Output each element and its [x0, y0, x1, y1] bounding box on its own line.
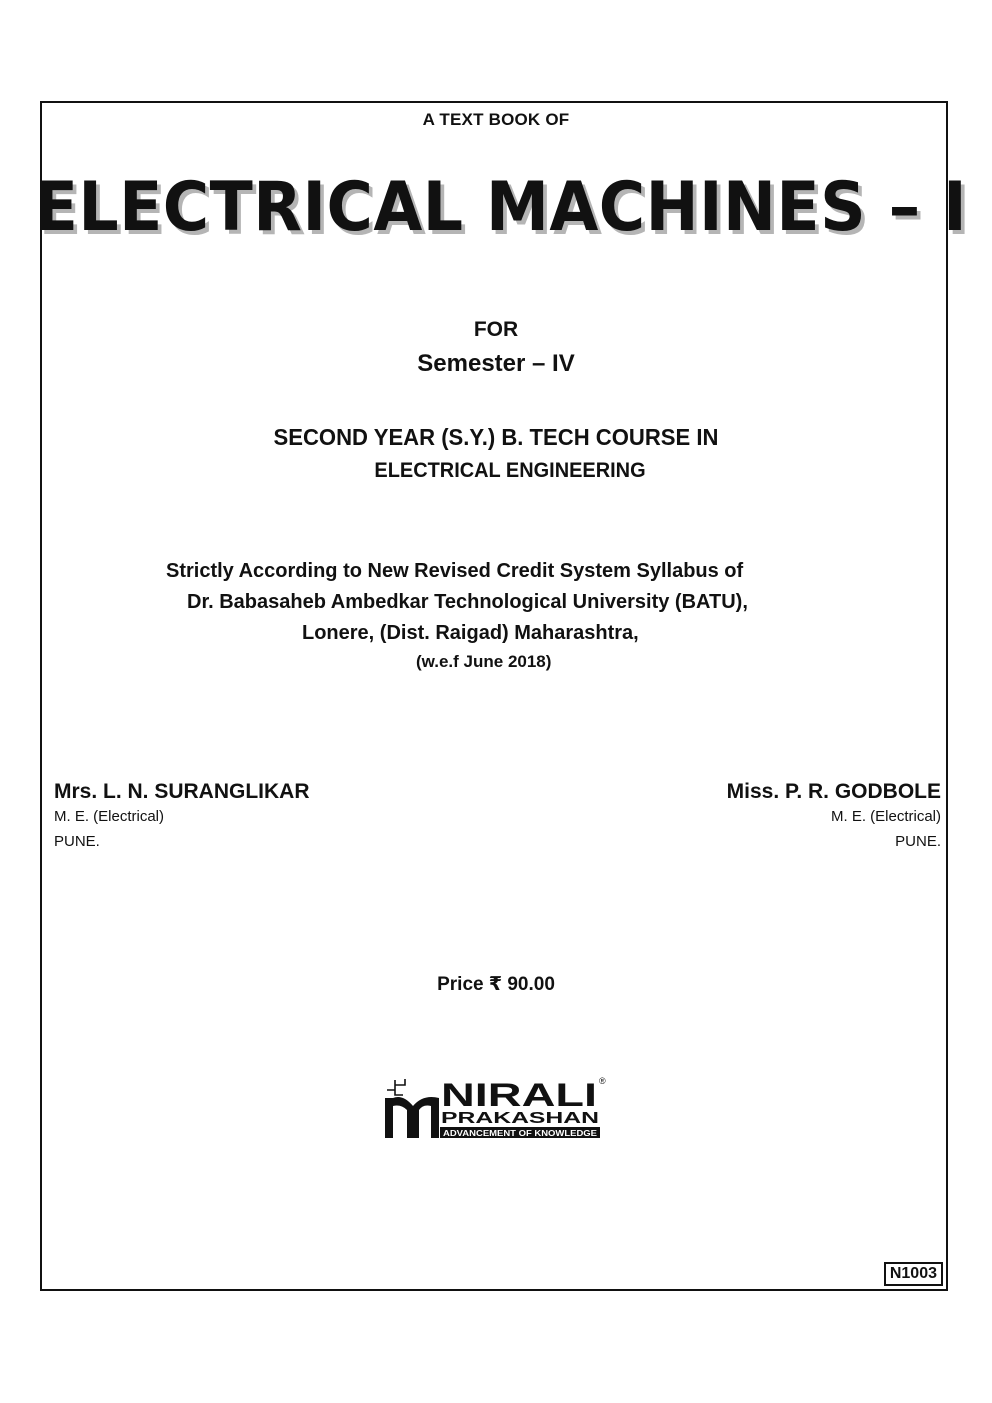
author-2-qualification: M. E. (Electrical): [830, 808, 941, 825]
book-title: ELECTRICAL MACHINES – I: [34, 168, 968, 247]
course-line-2: ELECTRICAL ENGINEERING: [374, 459, 646, 482]
publisher-tagline: ADVANCEMENT OF KNOWLEDGE: [443, 1129, 598, 1138]
book-kicker: A TEXT BOOK OF: [422, 110, 570, 129]
syllabus-line-1: Strictly According to New Revised Credit System Syllabus of: [166, 560, 744, 582]
syllabus-line-2: Dr. Babasaheb Ambedkar Technological University (BATU),: [187, 591, 748, 613]
emblem-icon: [387, 1079, 405, 1095]
for-label: FOR: [473, 318, 519, 341]
author-2-city: PUNE.: [895, 833, 941, 850]
semester-label: Semester – IV: [417, 350, 575, 377]
publisher-name: NIRALI: [441, 1077, 597, 1113]
author-1-qualification: M. E. (Electrical): [54, 808, 165, 825]
book-m-icon: [385, 1097, 439, 1138]
publisher-logo: [383, 1076, 611, 1140]
author-2: [727, 780, 941, 854]
syllabus-effective-date: (w.e.f June 2018): [416, 652, 552, 671]
author-1: [54, 780, 310, 854]
book-code: N1003: [884, 1262, 943, 1286]
author-1-city: PUNE.: [54, 833, 100, 850]
author-1-name: Mrs. L. N. SURANGLIKAR: [54, 780, 310, 803]
registered-mark: ®: [599, 1076, 606, 1086]
course-line-1: SECOND YEAR (S.Y.) B. TECH COURSE IN: [273, 424, 719, 450]
publisher-subname: PRAKASHAN: [441, 1110, 599, 1127]
author-2-name: Miss. P. R. GODBOLE: [726, 780, 941, 803]
syllabus-line-3: Lonere, (Dist. Raigad) Maharashtra,: [302, 622, 639, 644]
price-label: Price ₹ 90.00: [437, 974, 555, 995]
